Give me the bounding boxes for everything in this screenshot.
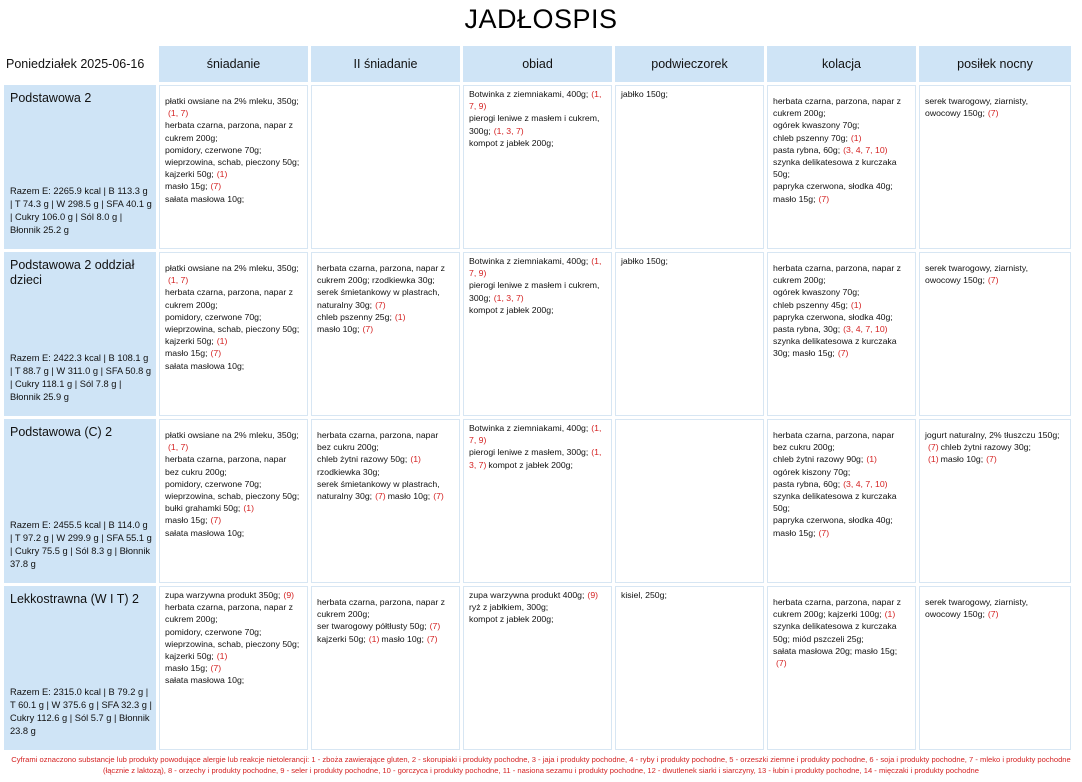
meal-item-text: rzodkiewka 30g; <box>317 466 380 477</box>
meal-item-text: sałata masłowa 10g; <box>165 193 245 204</box>
meal-item-text: ser twarogowy półtłusty 50g; <box>317 621 427 632</box>
meal-cell-dinner <box>767 586 916 750</box>
meal-item-text: pierogi leniwe z masłem, 300g; <box>469 447 589 458</box>
allergen-codes: (1) <box>928 454 939 465</box>
allergen-codes: (1) <box>850 132 862 143</box>
meal-item-text: Botwinka z ziemniakami, 400g; <box>469 423 589 433</box>
meal-item-text: wieprzowina, schab, pieczony 50g; kajzerki 50g; <box>165 157 300 180</box>
meal-item <box>469 589 606 601</box>
allergen-footnote: Cyframi oznaczono substancje lub produkty powodujące alergie lub reakcje nietolerancji: 1 - zboża zawierające gluten, 2 - skorupiaki i produkty pochodne, 3 - jaja i produkty pochodne, 4 - ryby i produkty pochodne, 5 - orzeszki ziemne i produkty pochodne, 6 - soja i produkty pochodne, 7 - mleko i produkty pochodne (łącznie z laktozą), 8 - orzechy i produkty pochodne, 9 - seler i produkty pochodne, 10 - gorczyca i produkty pochodne, 11 - nasiona sezamu i produkty pochodne, 12 - dwutlenek siarki i siarczyny, 13 - łubin i produkty pochodne, 14 - mięczaki i produkty pochodne <box>11 755 1071 775</box>
allergen-codes: (1, 7, 9) <box>469 423 602 446</box>
meal-item-text: masło 15g; <box>773 527 816 538</box>
meal-item-text: ryż z jabłkiem, 300g; <box>469 602 549 613</box>
meal-header-breakfast: śniadanie <box>159 46 308 82</box>
meal-item-text: jabłko 150g; <box>621 89 668 99</box>
meal-header-lunch: obiad <box>463 46 612 82</box>
meal-item-text: masło 15g; <box>773 193 816 204</box>
allergen-codes: (1) <box>866 454 877 465</box>
meal-cell-lunch <box>463 85 612 249</box>
meal-item <box>773 180 910 192</box>
meal-item-text: Botwinka z ziemniakami, 400g; <box>469 89 589 99</box>
meal-item <box>469 137 606 149</box>
meal-item-text: masło 15g; <box>165 181 208 192</box>
meal-cell-breakfast <box>159 586 308 750</box>
allergen-codes: (1, 7, 9) <box>469 89 602 112</box>
meal-item <box>165 180 302 192</box>
allergen-codes: (7) <box>928 442 939 453</box>
meal-item <box>621 589 758 601</box>
meal-item <box>773 478 910 490</box>
meal-item-text: masło 10g; <box>940 454 984 465</box>
meal-item <box>773 514 910 526</box>
allergen-codes: (7) <box>210 348 222 359</box>
meal-item-text: masło 10g; <box>387 491 431 502</box>
meal-item <box>773 262 910 286</box>
meal-item <box>317 311 454 323</box>
meal-item <box>165 478 302 490</box>
meal-item-text: pomidory, czerwone 70g; <box>165 626 262 637</box>
meal-item-text: masło 10g; <box>381 633 424 644</box>
meal-cell-afternoon-snack <box>615 85 764 249</box>
allergen-codes: (7) <box>776 658 787 669</box>
meal-item <box>165 490 302 514</box>
meal-cell-night-meal <box>919 252 1071 416</box>
meal-item-text: serek twarogowy, ziarnisty, owocowy 150g; <box>925 597 1028 620</box>
meal-item <box>317 633 454 645</box>
meal-item <box>165 347 302 359</box>
meal-cell-second-breakfast <box>311 85 460 249</box>
meal-item <box>773 286 910 298</box>
allergen-codes: (1, 3, 7) <box>469 447 602 470</box>
meal-item-text: herbata czarna, parzona, napar z cukrem 200g; <box>165 287 293 310</box>
plan-name: Podstawowa 2 <box>10 91 92 105</box>
meal-item <box>317 453 454 465</box>
meal-item <box>165 262 302 286</box>
meal-item <box>165 601 302 625</box>
allergen-codes: (1) <box>216 169 228 180</box>
meal-item-text: płatki owsiane na 2% mleku, 350g; <box>165 96 299 106</box>
meal-item-text: kompot z jabłek 200g; <box>469 614 554 625</box>
meal-item-text: szynka delikatesowa z kurczaka 30g; masło 15g; <box>773 336 897 359</box>
meal-item-text: serek śmietankowy w plastrach, naturalny 30g; <box>317 478 440 502</box>
meal-item <box>773 144 910 156</box>
meal-header-night-meal: posiłek nocny <box>919 46 1071 82</box>
allergen-codes: (7) <box>362 324 374 335</box>
meal-item-text: pierogi leniwe z masłem i cukrem, 300g; <box>469 280 600 303</box>
meal-item <box>317 262 454 286</box>
allergen-codes: (7) <box>210 663 222 674</box>
plan-cell <box>4 85 156 249</box>
meal-item <box>773 453 910 465</box>
allergen-codes: (9) <box>587 590 599 600</box>
meal-item-text: wieprzowina, schab, pieczony 50g; kajzerki 50g; <box>165 638 300 662</box>
meal-cell-night-meal <box>919 419 1071 583</box>
meal-item <box>165 638 302 662</box>
meal-item <box>773 527 910 539</box>
meal-item <box>773 596 910 620</box>
meal-item-text: ogórek kwaszony 70g; <box>773 287 860 298</box>
meal-item-text: Botwinka z ziemniakami, 400g; <box>469 256 589 266</box>
allergen-codes: (1, 3, 7) <box>493 292 524 303</box>
page-title: JADŁOSPIS <box>464 4 618 34</box>
meal-item-text: herbata czarna, parzona, napar z cukrem 200g; <box>165 120 293 143</box>
meal-item-text: pasta rybna, 60g; <box>773 144 841 155</box>
meal-item <box>469 279 606 303</box>
meal-item-text: papryka czerwona, słodka 40g; <box>773 181 893 192</box>
meal-cell-second-breakfast <box>311 419 460 583</box>
meal-item <box>469 88 606 112</box>
allergen-codes: (3, 4, 7, 10) <box>843 144 888 155</box>
meal-cell-second-breakfast <box>311 586 460 750</box>
meal-cell-afternoon-snack <box>615 586 764 750</box>
meal-item <box>621 88 758 100</box>
meal-item <box>165 286 302 310</box>
meal-item-text: ogórek kiszony 70g; <box>773 466 851 477</box>
meal-item <box>925 262 1065 286</box>
meal-item-text: sałata masłowa 10g; <box>165 527 245 538</box>
allergen-codes: (7) <box>818 527 830 538</box>
meal-item-text: płatki owsiane na 2% mleku, 350g; <box>165 263 299 273</box>
allergen-codes: (1) <box>884 609 896 620</box>
meal-item-text: kajzerki 50g; <box>317 633 366 644</box>
meal-item <box>165 429 302 453</box>
plan-cell <box>4 586 156 750</box>
meal-item-text: sałata masłowa 10g; <box>165 675 245 686</box>
meal-item-text: wieprzowina, schab, pieczony 50g; bułki grahamki 50g; <box>165 491 300 514</box>
meal-cell-dinner <box>767 419 916 583</box>
meal-item-text: herbata czarna, parzona, napar z cukrem 200g; <box>317 597 445 620</box>
meal-item-text: chleb żytni razowy 90g; <box>773 454 864 465</box>
allergen-codes: (1) <box>850 299 862 310</box>
meal-item-text: pomidory, czerwone 70g; <box>165 311 262 322</box>
meal-item-text: zupa warzywna produkt 350g; <box>165 590 281 600</box>
meal-cell-dinner <box>767 252 916 416</box>
plan-nutrition-summary: Razem E: 2315.0 kcal | B 79.2 g | T 60.1 g | W 375.6 g | SFA 32.3 g | Cukry 112.6 g | Sól 5.7 g | Błonnik 23.8 g <box>10 687 152 736</box>
meal-item <box>165 626 302 638</box>
meal-item-text: kompot z jabłek 200g; <box>488 459 573 470</box>
meal-item-text: serek twarogowy, ziarnisty, owocowy 150g; <box>925 263 1028 286</box>
meal-cell-afternoon-snack <box>615 419 764 583</box>
meal-item-text: herbata czarna, parzona, napar z cukrem 200g; <box>165 602 293 625</box>
allergen-codes: (1, 7) <box>168 275 189 286</box>
meal-item <box>773 466 910 478</box>
meal-cell-afternoon-snack <box>615 252 764 416</box>
meal-item <box>925 429 1065 466</box>
meal-item <box>773 119 910 131</box>
meal-item <box>469 304 606 316</box>
meal-item <box>165 662 302 674</box>
allergen-codes: (7) <box>375 491 386 502</box>
plan-name: Lekkostrawna (W I T) 2 <box>10 592 139 606</box>
allergen-codes: (7) <box>429 621 441 632</box>
meal-cell-second-breakfast <box>311 252 460 416</box>
meal-item <box>317 620 454 632</box>
meal-item <box>165 514 302 526</box>
meal-item <box>773 323 910 335</box>
meal-item <box>773 299 910 311</box>
allergen-codes: (9) <box>283 590 295 600</box>
meal-cell-lunch <box>463 586 612 750</box>
meal-item <box>165 119 302 143</box>
allergen-codes: (1) <box>243 503 254 514</box>
meal-item-text: szynka delikatesowa z kurczaka 50g; <box>773 157 897 180</box>
meal-item <box>317 286 454 310</box>
meal-item <box>165 527 302 539</box>
meal-item-text: chleb pszenny 25g; <box>317 311 392 322</box>
allergen-codes: (1, 7) <box>168 442 189 453</box>
meal-cell-night-meal <box>919 85 1071 249</box>
plan-nutrition-summary: Razem E: 2265.9 kcal | B 113.3 g | T 74.3 g | W 298.5 g | SFA 40.1 g | Cukry 106.0 g | Sól 8.0 g | Błonnik 25.2 g <box>10 186 152 235</box>
meal-item <box>317 466 454 478</box>
meal-item <box>773 429 910 453</box>
allergen-codes: (7) <box>987 108 999 119</box>
meal-item-text: pomidory, czerwone 70g; <box>165 144 262 155</box>
allergen-codes: (1, 7) <box>168 108 189 119</box>
meal-item-text: chleb żytni razowy 30g; <box>940 442 1031 453</box>
meal-item-text: papryka czerwona, słodka 40g; <box>773 515 893 526</box>
meal-cell-lunch <box>463 252 612 416</box>
allergen-codes: (7) <box>987 609 999 620</box>
allergen-codes: (1) <box>216 651 228 662</box>
meal-item <box>165 323 302 347</box>
meal-item <box>621 255 758 267</box>
allergen-codes: (1) <box>410 454 421 465</box>
meal-item-text: herbata czarna, parzona, napar z cukrem 200g; rzodkiewka 30g; <box>317 263 445 286</box>
meal-item-text: chleb pszenny 70g; <box>773 132 848 143</box>
meal-item-text: herbata czarna, parzona, napar bez cukru 200g; <box>165 454 287 477</box>
meal-cell-dinner <box>767 85 916 249</box>
meal-item-text: zupa warzywna produkt 400g; <box>469 590 585 600</box>
meal-header-second-breakfast: II śniadanie <box>311 46 460 82</box>
allergen-codes: (1, 7, 9) <box>469 256 602 279</box>
meal-item-text: herbata czarna, parzona, napar z cukrem 200g; kajzerki 100g; <box>773 597 901 620</box>
meal-item <box>165 95 302 119</box>
meal-item <box>469 446 606 470</box>
meal-item <box>165 589 302 601</box>
meal-item-text: masło 15g; <box>165 663 208 674</box>
meal-item <box>317 429 454 453</box>
meal-item <box>773 193 910 205</box>
meal-item <box>165 674 302 686</box>
meal-item-text: pierogi leniwe z masłem i cukrem, 300g; <box>469 113 600 136</box>
plan-nutrition-summary: Razem E: 2455.5 kcal | B 114.0 g | T 97.2 g | W 299.9 g | SFA 55.1 g | Cukry 75.5 g | Sól 8.3 g | Błonnik 37.8 g <box>10 520 152 569</box>
meal-item-text: masło 15g; <box>165 515 208 526</box>
meal-item <box>469 112 606 136</box>
meal-item <box>469 601 606 613</box>
meal-item <box>773 156 910 180</box>
meal-item <box>925 596 1065 620</box>
allergen-codes: (7) <box>210 515 222 526</box>
allergen-codes: (1, 3, 7) <box>493 125 524 136</box>
meal-item <box>317 478 454 502</box>
meal-item-text: herbata czarna, parzona, napar z cukrem 200g; <box>773 96 901 119</box>
meal-item <box>773 335 910 359</box>
allergen-codes: (3, 4, 7, 10) <box>843 324 888 335</box>
allergen-codes: (3, 4, 7, 10) <box>843 478 888 489</box>
meal-item-text: kompot z jabłek 200g; <box>469 137 554 148</box>
allergen-codes: (7) <box>433 491 444 502</box>
meal-item <box>165 144 302 156</box>
meal-item <box>165 193 302 205</box>
meal-item <box>469 613 606 625</box>
meal-item <box>773 620 910 644</box>
allergen-codes: (7) <box>987 275 999 286</box>
meal-item-text: pasta rybna, 60g; <box>773 478 841 489</box>
plan-name: Podstawowa 2 oddział dzieci <box>10 258 135 287</box>
meal-item-text: serek śmietankowy w plastrach, naturalny 30g; <box>317 287 440 310</box>
meal-item <box>925 95 1065 119</box>
allergen-codes: (1) <box>216 336 228 347</box>
meal-item <box>165 311 302 323</box>
meal-item <box>469 255 606 279</box>
meal-item-text: masło 10g; <box>317 324 360 335</box>
date-label: Poniedziałek 2025-06-16 <box>6 57 145 71</box>
meal-item-text: kisiel, 250g; <box>621 590 667 600</box>
meal-item-text: szynka delikatesowa z kurczaka 50g; <box>773 491 897 514</box>
meal-cell-night-meal <box>919 586 1071 750</box>
allergen-codes: (1) <box>394 311 406 322</box>
meal-item-text: jabłko 150g; <box>621 256 668 266</box>
meal-item-text: pasta rybna, 30g; <box>773 324 841 335</box>
meal-item-text: sałata masłowa 20g; masło 15g; <box>773 645 898 656</box>
meal-item <box>773 95 910 119</box>
meal-cell-lunch <box>463 419 612 583</box>
meal-item-text: płatki owsiane na 2% mleku, 350g; <box>165 430 299 440</box>
meal-item-text: wieprzowina, schab, pieczony 50g; kajzerki 50g; <box>165 324 300 347</box>
meal-item-text: pomidory, czerwone 70g; <box>165 478 262 489</box>
meal-item <box>773 311 910 323</box>
meal-item <box>773 490 910 514</box>
meal-item-text: chleb pszenny 45g; <box>773 299 848 310</box>
meal-item-text: jogurt naturalny, 2% tłuszczu 150g; <box>925 430 1060 440</box>
allergen-codes: (7) <box>837 348 849 359</box>
meal-item <box>317 596 454 620</box>
meal-header-afternoon-snack: podwieczorek <box>615 46 764 82</box>
meal-item-text: serek twarogowy, ziarnisty, owocowy 150g; <box>925 96 1028 119</box>
meal-item <box>165 360 302 372</box>
meal-item-text: masło 15g; <box>165 348 208 359</box>
allergen-codes: (7) <box>210 181 222 192</box>
meal-item-text: sałata masłowa 10g; <box>165 360 245 371</box>
meal-cell-breakfast <box>159 85 308 249</box>
allergen-codes: (7) <box>986 454 997 465</box>
meal-item <box>165 453 302 477</box>
meal-item-text: szynka delikatesowa z kurczaka 50g; miód pszczeli 25g; <box>773 621 897 644</box>
meal-item-text: kompot z jabłek 200g; <box>469 304 554 315</box>
meal-item-text: herbata czarna, parzona, napar z cukrem 200g; <box>773 263 901 286</box>
meal-item <box>317 323 454 335</box>
allergen-codes: (7) <box>426 633 438 644</box>
meal-item <box>773 132 910 144</box>
meal-item-text: papryka czerwona, słodka 40g; <box>773 311 893 322</box>
allergen-codes: (1) <box>368 633 380 644</box>
allergen-codes: (7) <box>818 193 830 204</box>
plan-cell <box>4 419 156 583</box>
meal-item <box>469 422 606 446</box>
meal-item-text: ogórek kwaszony 70g; <box>773 120 860 131</box>
plan-name: Podstawowa (C) 2 <box>10 425 113 439</box>
meal-cell-breakfast <box>159 419 308 583</box>
meal-item-text: herbata czarna, parzona, napar bez cukru 200g; <box>773 430 895 453</box>
meal-item-text: chleb żytni razowy 50g; <box>317 454 408 465</box>
meal-header-dinner: kolacja <box>767 46 916 82</box>
plan-cell <box>4 252 156 416</box>
meal-cell-breakfast <box>159 252 308 416</box>
meal-item <box>165 156 302 180</box>
menu-table <box>4 46 1071 750</box>
meal-item <box>773 645 910 669</box>
meal-item-text: herbata czarna, parzona, napar bez cukru 200g; <box>317 430 439 453</box>
plan-nutrition-summary: Razem E: 2422.3 kcal | B 108.1 g | T 88.7 g | W 311.0 g | SFA 50.8 g | Cukry 118.1 g | Sól 7.8 g | Błonnik 25.9 g <box>10 353 152 402</box>
allergen-codes: (7) <box>375 299 386 310</box>
